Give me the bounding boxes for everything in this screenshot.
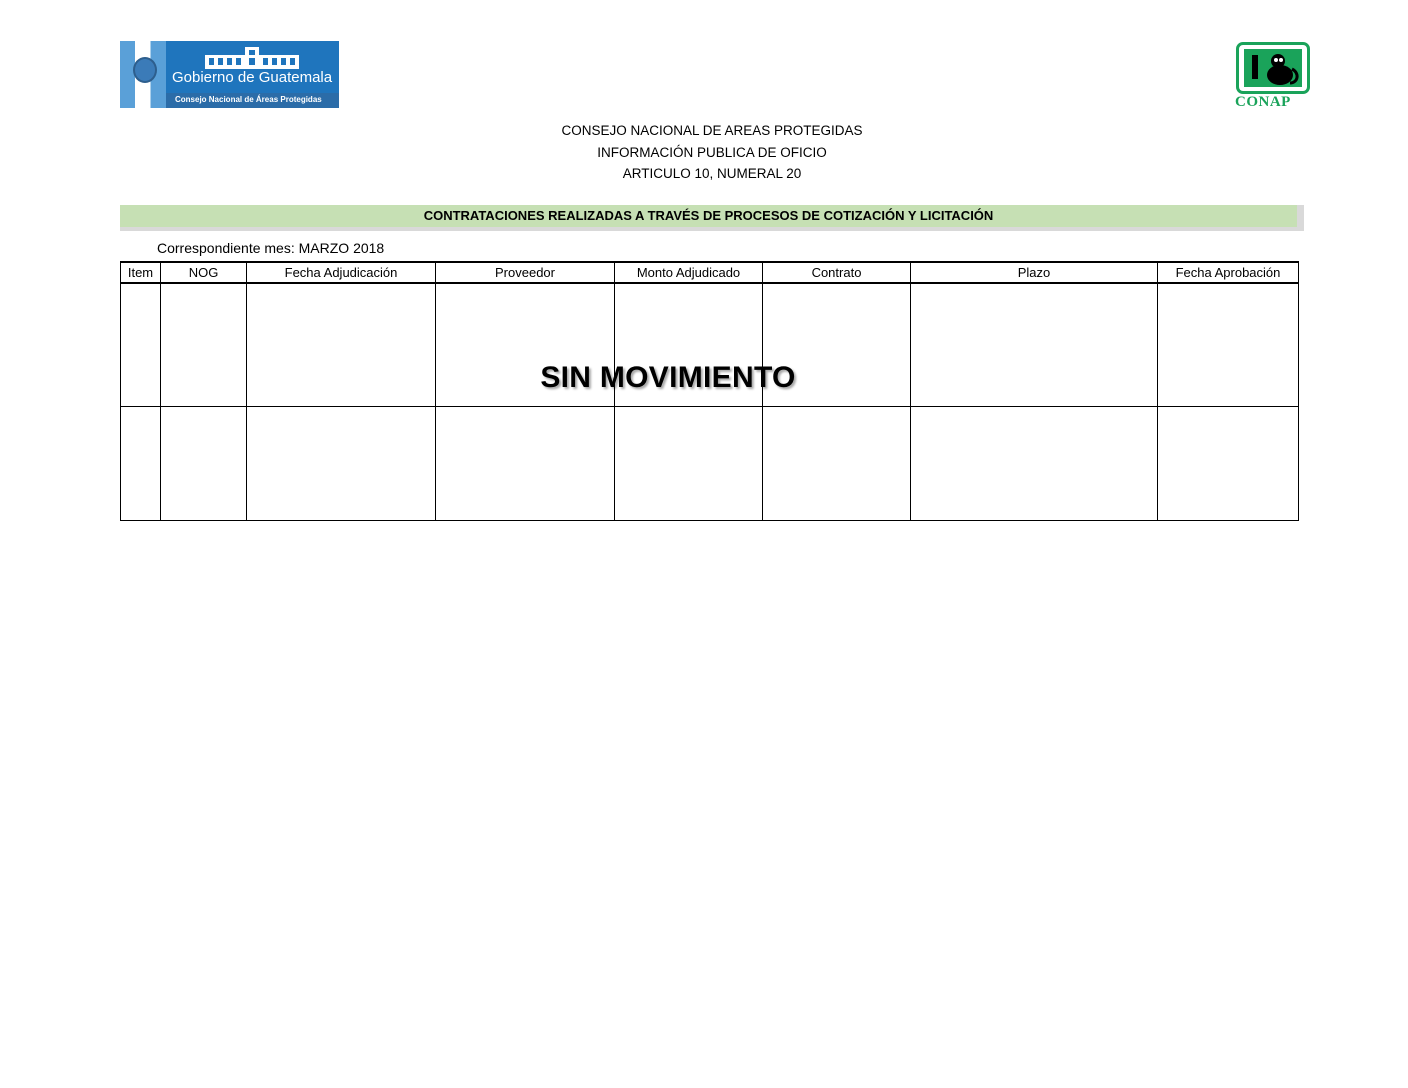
table-cell	[1158, 407, 1299, 521]
column-header-monto-adjudicado: Monto Adjudicado	[615, 262, 763, 283]
column-header-contrato: Contrato	[763, 262, 911, 283]
section-banner	[120, 205, 1304, 231]
table-cell	[247, 407, 436, 521]
header-line-3: ARTICULO 10, NUMERAL 20	[622, 166, 802, 181]
gov-logo-subtitle: Consejo Nacional de Áreas Protegidas	[175, 95, 322, 104]
column-header-nog: NOG	[161, 262, 247, 283]
coat-of-arms-icon	[133, 57, 157, 83]
gobierno-de-guatemala-logo	[120, 41, 339, 108]
header-line-2: INFORMACIÓN PUBLICA DE OFICIO	[597, 144, 827, 160]
column-header-item: Item	[121, 262, 161, 283]
conap-logo	[1234, 40, 1314, 115]
gov-logo-title: Gobierno de Guatemala	[172, 69, 333, 86]
section-title: CONTRATACIONES REALIZADAS A TRAVÉS DE PROCESOS DE COTIZACIÓN Y LICITACIÓN	[120, 205, 1297, 227]
column-header-proveedor: Proveedor	[436, 262, 615, 283]
table-row	[121, 407, 1299, 521]
table-cell	[161, 407, 247, 521]
no-activity-stamp: SIN MOVIMIENTO	[540, 361, 796, 394]
monkey-emblem-icon	[1244, 49, 1302, 87]
table-cell	[763, 407, 911, 521]
table-cell	[121, 407, 161, 521]
palace-building-icon	[205, 47, 299, 69]
reporting-period: Correspondiente mes: MARZO 2018	[157, 240, 385, 256]
conap-emblem-frame	[1236, 42, 1310, 94]
document-header	[0, 120, 1408, 185]
table-cell	[615, 407, 763, 521]
column-header-plazo: Plazo	[911, 262, 1158, 283]
header-line-1: CONSEJO NACIONAL DE AREAS PROTEGIDAS	[561, 123, 863, 138]
table-cell	[436, 407, 615, 521]
table-header-row	[121, 262, 1299, 283]
conap-wordmark: CONAP	[1235, 94, 1291, 110]
table-cell	[911, 407, 1158, 521]
column-header-fecha-aprobacion: Fecha Aprobación	[1158, 262, 1299, 283]
column-header-fecha-adjudicacion: Fecha Adjudicación	[247, 262, 436, 283]
